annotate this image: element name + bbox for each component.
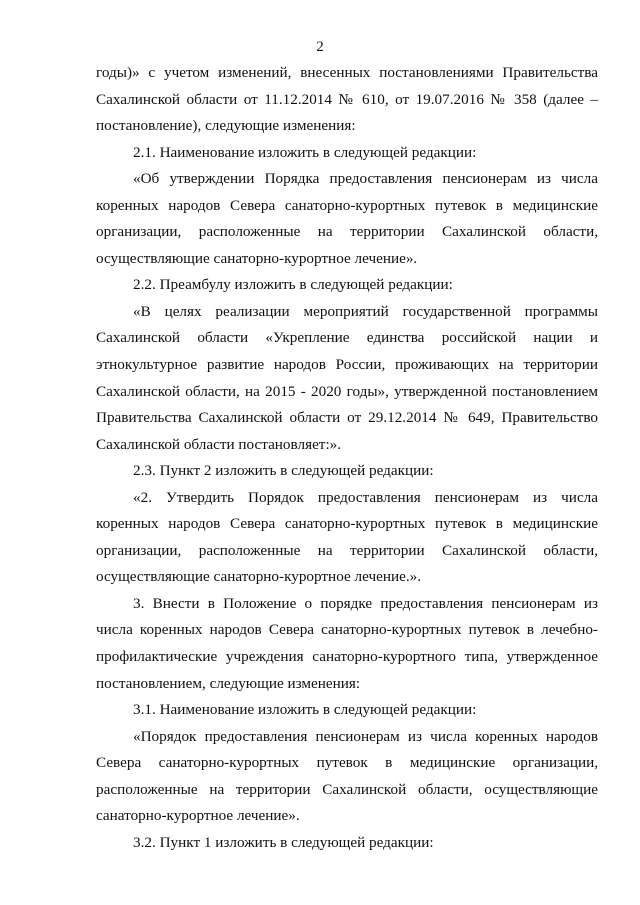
document-body — [96, 60, 598, 856]
paragraph-2-3: 2.3. Пункт 2 изложить в следующей редакции: — [133, 462, 434, 480]
paragraph-3-2: 3.2. Пункт 1 изложить в следующей редакции: — [133, 833, 434, 851]
paragraph-2-1: 2.1. Наименование изложить в следующей редакции: — [133, 143, 477, 161]
paragraph-2-1-quote: «Об утверждении Порядка предоставления пенсионерам из числа коренных народов Севера санаторно-курортных путевок в медицинские организации, расположенные на территории Сахалинской области, осуществляющие санаторно-курортное лечение». — [96, 170, 598, 267]
paragraph-2-3-quote: «2. Утвердить Порядок предоставления пенсионерам из числа коренных народов Севера санаторно-курортных путевок в медицинские организации, расположенные на территории Сахалинской области, осуществляющие санаторно-курортное лечение.». — [96, 488, 598, 586]
paragraph-3-1: 3.1. Наименование изложить в следующей редакции: — [133, 701, 477, 719]
paragraph-intro-continuation: годы)» с учетом изменений, внесенных постановлениями Правительства Сахалинской области от 11.12.2014 № 610, от 19.07.2016 № 358 (далее – постановление), следующие изменения: — [96, 64, 598, 135]
paragraph-3: 3. Внести в Положение о порядке предоставления пенсионерам из числа коренных народов Севера санаторно-курортных путевок в лечебно-профилактические учреждения санаторно-курортного типа, утвержденное постановлением, следующие изменения: — [96, 594, 598, 692]
paragraph-2-2: 2.2. Преамбулу изложить в следующей редакции: — [133, 276, 453, 294]
page-number: 2 — [316, 39, 324, 55]
paragraph-3-1-quote: «Порядок предоставления пенсионерам из числа коренных народов Севера санаторно-курортных путевок в медицинские организации, расположенные на территории Сахалинской области, осуществляющие санаторно-курортное лечение». — [96, 727, 598, 825]
paragraph-2-2-quote: «В целях реализации мероприятий государственной программы Сахалинской области «Укрепление единства российской нации и этнокультурное развитие народов России, проживающих на территории Сахалинской области, на 2015 - 2020 годы», утвержденной постановлением Правительства Сахалинской области от 29.12.2014 № 649, Правительство Сахалинской области постановляет:». — [96, 302, 598, 453]
